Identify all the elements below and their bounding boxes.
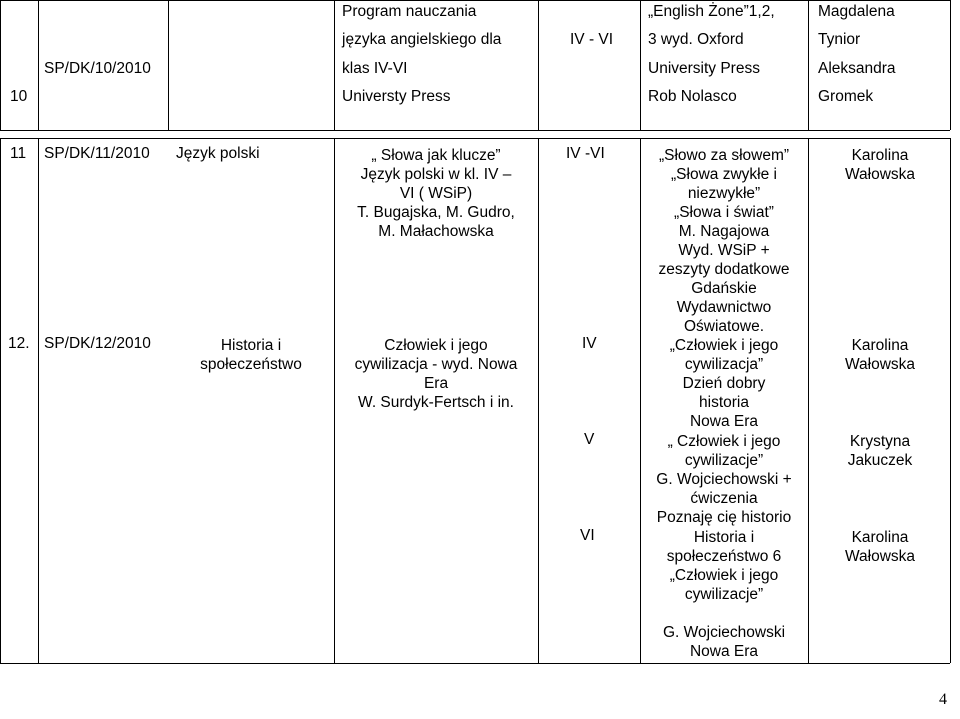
col-border-2b xyxy=(38,138,39,663)
row-10-number: 10 xyxy=(10,88,28,105)
row-10-bottom-border xyxy=(0,130,950,131)
row-10-code: SP/DK/10/2010 xyxy=(44,60,151,77)
row-12-iv-teacher-line-1: Karolina xyxy=(851,337,909,354)
row-12-vi-textbook-line-3: „Człowiek i jego xyxy=(669,567,779,584)
col-border-1 xyxy=(0,0,1,130)
row-12-vi-textbook-line-1: Historia i xyxy=(693,529,755,546)
row-12-class-iv: IV xyxy=(582,335,597,352)
page-number: 4 xyxy=(939,691,947,708)
row-11-textbook-line-2: „Słowa zwykłe i xyxy=(671,166,777,183)
row-12-iv-teacher-line-2: Wałowska xyxy=(844,356,916,373)
row-11-textbook xyxy=(642,146,806,336)
col-border-1b xyxy=(0,138,1,663)
row-11-textbook-line-6: Wyd. WSiP + xyxy=(678,242,770,259)
row-10-textbook-line-3: University Press xyxy=(648,60,760,77)
row-11-number: 11 xyxy=(10,145,27,162)
row-11-teacher-line-2: Wałowska xyxy=(844,166,916,183)
row-10-teacher-line-4: Gromek xyxy=(818,88,874,105)
row-12-v-textbook-line-4: ćwiczenia xyxy=(690,490,758,507)
row-11-teacher xyxy=(810,146,950,184)
col-border-6 xyxy=(640,0,641,130)
row-11-textbook-line-8: Gdańskie xyxy=(691,280,757,297)
row-10-program-line-3: klas IV-VI xyxy=(342,60,408,77)
row-12-v-textbook-line-1: „ Człowiek i jego xyxy=(667,433,781,450)
row-12-v-teacher xyxy=(810,432,950,470)
row-12-iv-textbook-line-3: Dzień dobry xyxy=(682,375,766,392)
row-12-iv-textbook-line-4: historia xyxy=(699,394,749,411)
row-12-vi-textbook xyxy=(642,528,806,661)
row-11-classes: IV -VI xyxy=(566,145,605,162)
col-border-7b xyxy=(808,138,809,663)
row-12-code: SP/DK/12/2010 xyxy=(44,335,151,352)
row-11-program-line-1: „ Słowa jak klucze” xyxy=(371,147,501,164)
row-11-program-line-2: Język polski w kl. IV – xyxy=(360,166,512,183)
row-12-subject xyxy=(170,336,332,374)
row-11-program-line-4: T. Bugajska, M. Gudro, xyxy=(357,204,515,221)
row-10-teacher-line-1: Magdalena xyxy=(818,3,895,20)
row-11-program xyxy=(336,146,536,241)
row-12-vi-teacher-line-1: Karolina xyxy=(851,529,909,546)
row-11-textbook-line-3: niezwykłe” xyxy=(687,185,761,202)
row-11-textbook-line-10: Oświatowe. xyxy=(683,318,765,335)
col-border-5 xyxy=(538,0,539,130)
row-12-v-textbook-line-3: G. Wojciechowski + xyxy=(656,471,792,488)
row-11-textbook-line-7: zeszyty dodatkowe xyxy=(658,261,790,278)
row-12-iv-textbook-line-2: cywilizacja” xyxy=(684,356,764,373)
row-12-iv-textbook-line-5: Nowa Era xyxy=(689,413,759,430)
row-12-v-textbook xyxy=(642,432,806,527)
row-10-program-line-1: Program nauczania xyxy=(342,3,477,20)
row-12-iv-textbook-line-1: „Człowiek i jego xyxy=(669,337,779,354)
row-11-teacher-line-1: Karolina xyxy=(851,147,909,164)
row-12-subject-line-1: Historia i xyxy=(220,337,282,354)
row-11-textbook-line-4: „Słowa i świat” xyxy=(674,204,774,221)
row-12-v-teacher-line-1: Krystyna xyxy=(849,433,911,450)
row-12-iv-teacher xyxy=(810,336,950,374)
row-12-program-line-1: Człowiek i jego xyxy=(384,337,488,354)
row-10-program-line-4: Universty Press xyxy=(342,88,451,105)
row-12-subject-line-2: społeczeństwo xyxy=(200,356,302,373)
row-10-textbook-line-2: 3 wyd. Oxford xyxy=(648,31,744,48)
row-12-program-line-3: Era xyxy=(423,375,449,392)
row-12-program-line-4: W. Surdyk-Fertsch i in. xyxy=(358,394,514,411)
row-12-v-teacher-line-2: Jakuczek xyxy=(847,452,913,469)
col-border-5b xyxy=(538,138,539,663)
row-12-v-textbook-line-2: cywilizacje” xyxy=(684,452,764,469)
row-12-vi-textbook-line-7: Nowa Era xyxy=(689,643,759,660)
col-border-7 xyxy=(808,0,809,130)
col-border-8 xyxy=(950,0,951,130)
row-12-class-vi: VI xyxy=(580,527,595,544)
col-border-4 xyxy=(334,0,335,130)
row-12-program xyxy=(336,336,536,412)
row-12-vi-teacher-line-2: Wałowska xyxy=(844,548,916,565)
row-11-textbook-line-5: M. Nagajowa xyxy=(678,223,770,240)
row-10-textbook-line-4: Rob Nolasco xyxy=(648,88,737,105)
row-11-code: SP/DK/11/2010 xyxy=(44,145,150,162)
row-12-program-line-2: cywilizacja - wyd. Nowa xyxy=(354,356,518,373)
row-12-iv-textbook xyxy=(642,336,806,431)
table-bottom-border xyxy=(0,663,950,664)
row-11-program-line-5: M. Małachowska xyxy=(378,223,494,240)
row-11-textbook-line-1: „Słowo za słowem” xyxy=(658,147,790,164)
row-12-vi-teacher xyxy=(810,528,950,566)
row-12-number: 12. xyxy=(8,335,30,352)
row-10-textbook-line-1: „English Żone”1,2, xyxy=(648,3,775,20)
col-border-2 xyxy=(38,0,39,130)
row-10-teacher-line-3: Aleksandra xyxy=(818,60,896,77)
row-11-textbook-line-9: Wydawnictwo xyxy=(676,299,772,316)
col-border-6b xyxy=(640,138,641,663)
row-12-v-textbook-line-5: Poznaję cię historio xyxy=(656,509,792,526)
row-10-classes: IV - VI xyxy=(570,31,614,48)
row-12-vi-textbook-line-4: cywilizacje” xyxy=(684,586,764,603)
row-11-program-line-3: VI ( WSiP) xyxy=(399,185,473,202)
col-border-8b xyxy=(950,138,951,663)
col-border-4b xyxy=(334,138,335,663)
row-12-class-v: V xyxy=(584,431,595,448)
row-10-teacher-line-2: Tynior xyxy=(818,31,861,48)
row-10-program-line-2: języka angielskiego dla xyxy=(342,31,502,48)
col-border-3 xyxy=(168,0,169,130)
row-12-vi-textbook-spacer xyxy=(642,604,806,623)
row-12-vi-textbook-line-2: społeczeństwo 6 xyxy=(666,548,782,565)
row-11-subject: Język polski xyxy=(176,145,260,162)
row-12-vi-textbook-line-6: G. Wojciechowski xyxy=(662,624,786,641)
